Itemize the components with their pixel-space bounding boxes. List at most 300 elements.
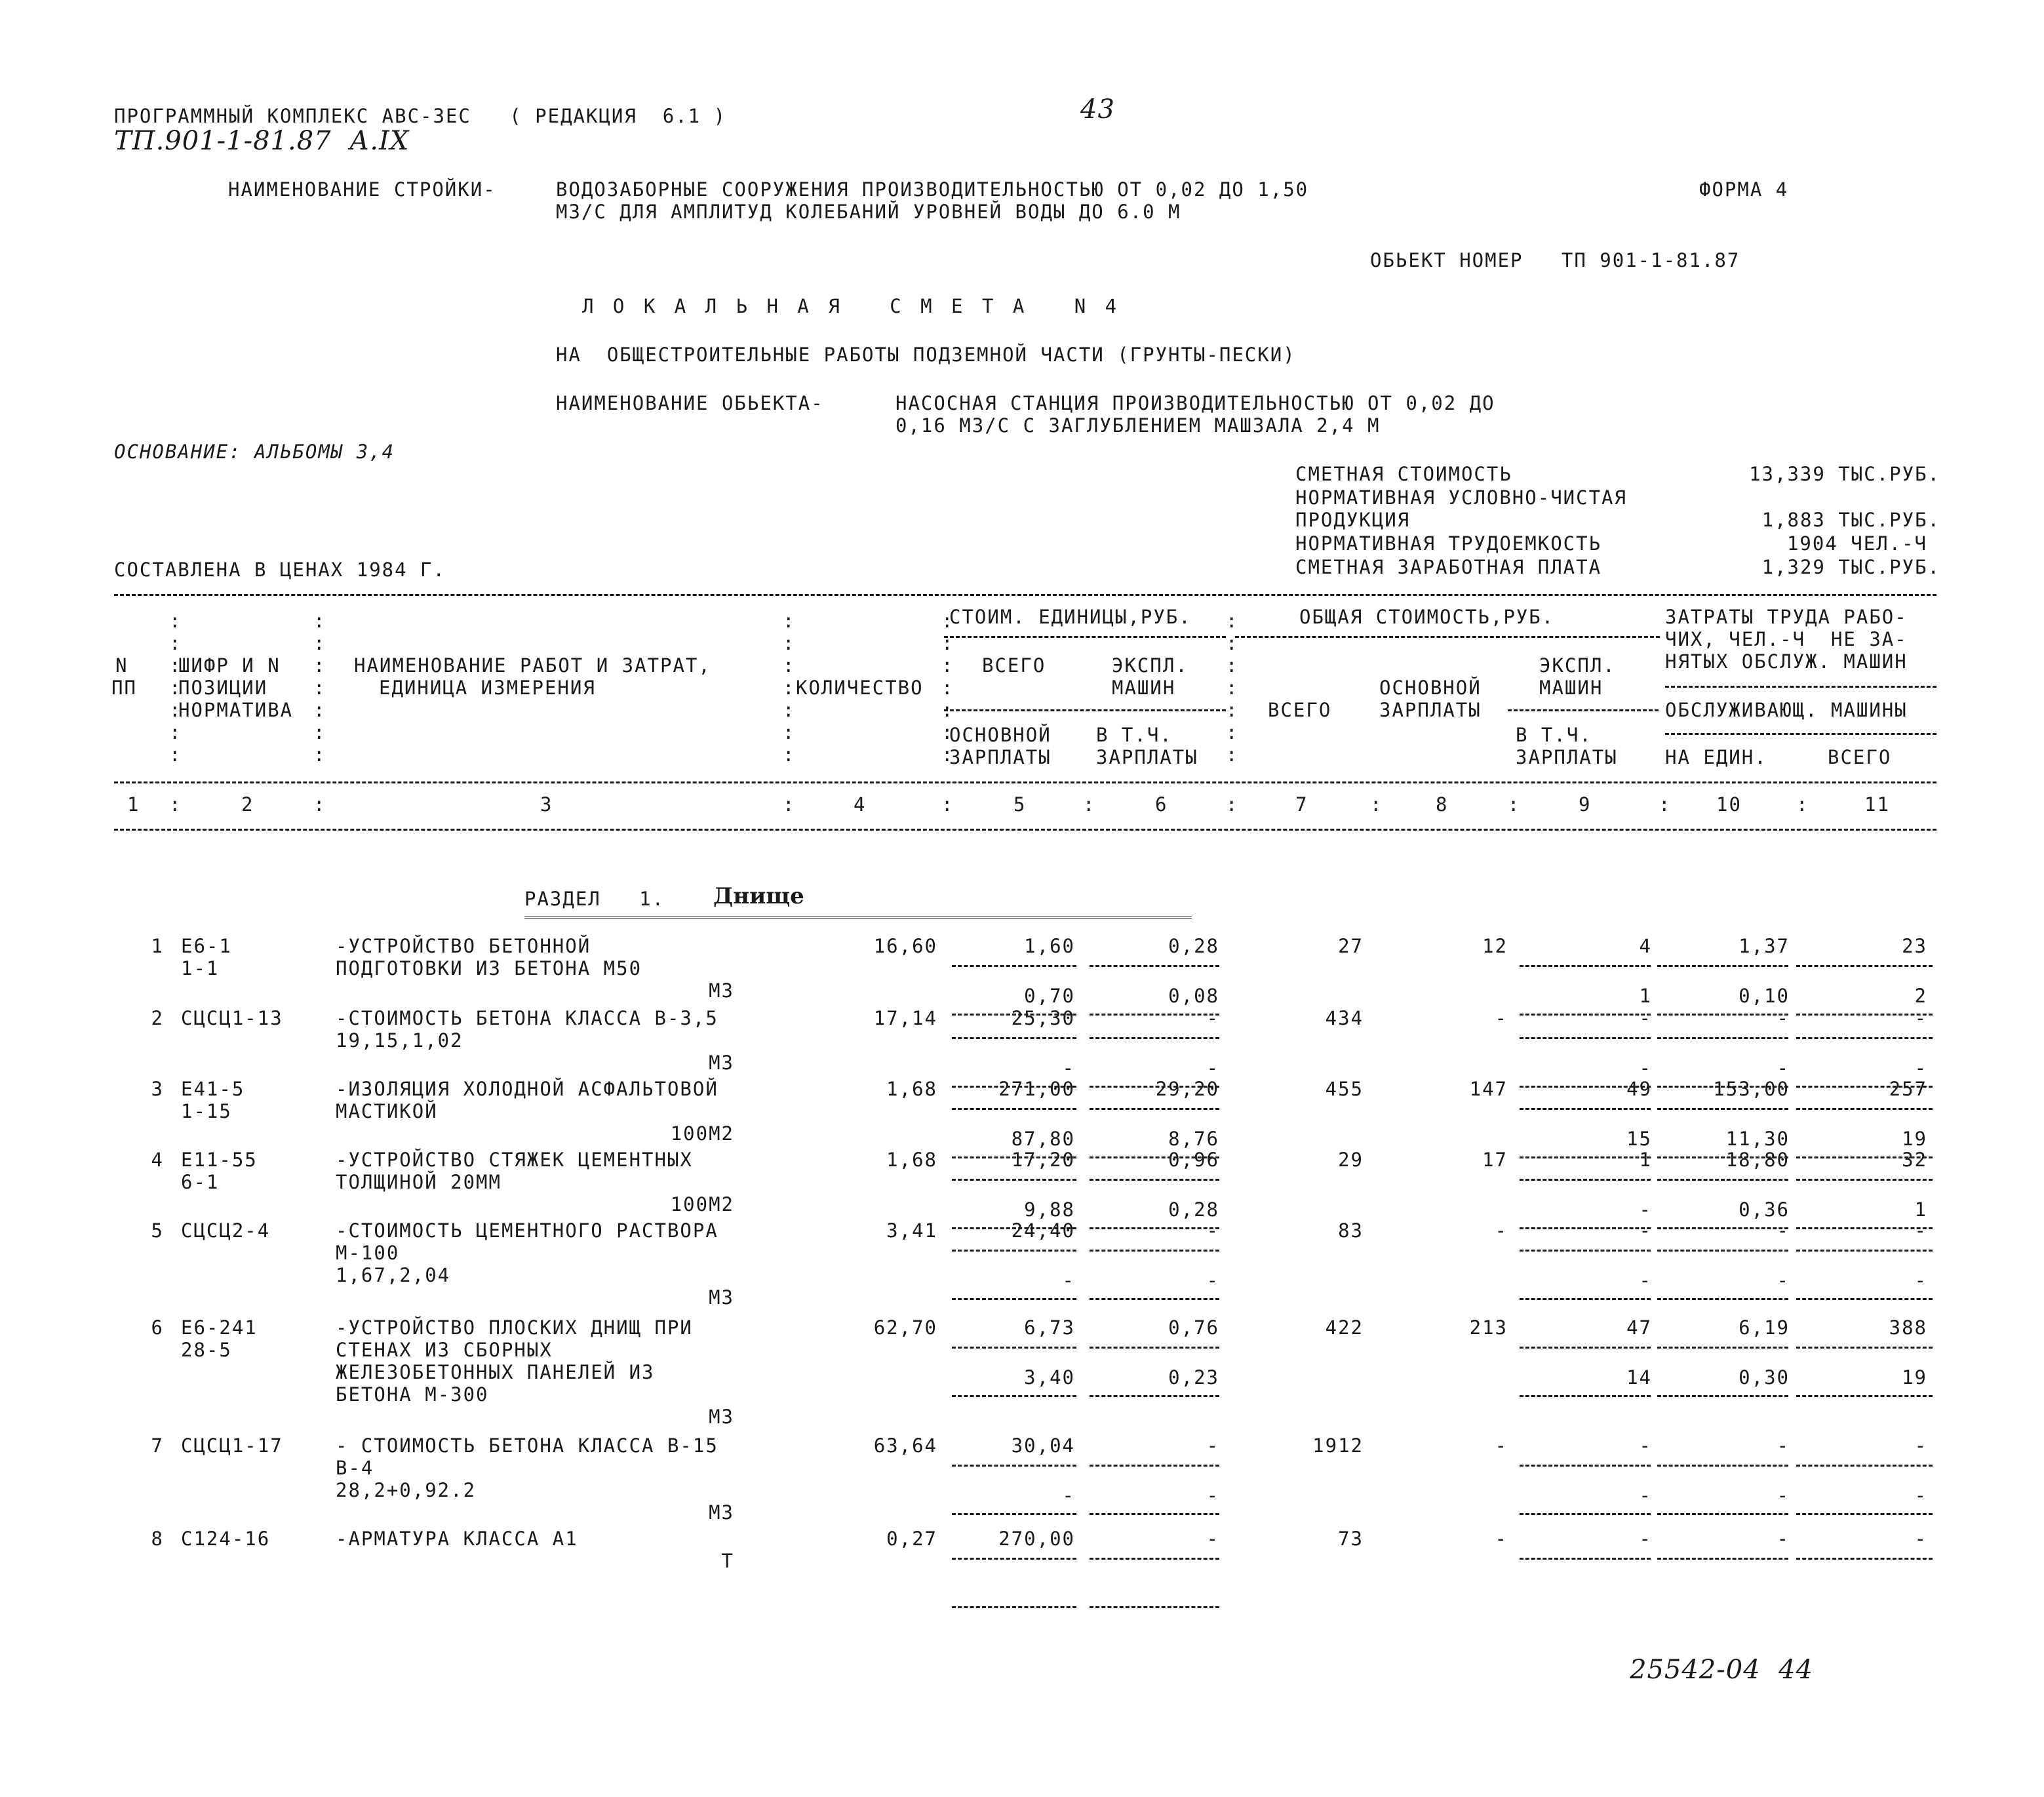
row-total-wages-incl: 15	[1626, 1128, 1652, 1150]
row-unit-total: 1,60	[1024, 935, 1075, 957]
labor-header: ЗАТРАТЫ ТРУДА РАБО-	[1665, 606, 1908, 628]
header-separator: :	[941, 610, 953, 632]
form-label: ФОРМА 4	[1699, 178, 1789, 201]
header-separator: :	[313, 743, 325, 766]
unit-mach-header: ЭКСПЛ.	[1112, 654, 1189, 677]
row-total-wages: -	[1495, 1219, 1508, 1242]
header-separator: :	[783, 699, 795, 721]
row-total-machines: 47	[1626, 1316, 1652, 1339]
col3-header: НАИМЕНОВАНИЕ РАБОТ И ЗАТРАТ,	[354, 654, 711, 677]
cell-rule	[952, 1250, 1076, 1252]
header-top-rule	[114, 594, 1936, 596]
colnum-separator: :	[1508, 793, 1520, 816]
header-inner-rule	[1235, 636, 1660, 638]
colnum-bottom-rule	[114, 829, 1936, 831]
colnum-separator: :	[1226, 793, 1238, 816]
row-quantity: 1,68	[886, 1149, 937, 1171]
construction-name-line1: ВОДОЗАБОРНЫЕ СООРУЖЕНИЯ ПРОИЗВОДИТЕЛЬНОСТЬЮ ОТ 0,02 ДО 1,50	[556, 178, 1309, 201]
cell-rule	[952, 1037, 1076, 1039]
cell-rule	[1657, 1513, 1788, 1515]
cell-rule	[1657, 1465, 1788, 1467]
row-work-name: 1,67,2,04	[336, 1264, 451, 1286]
cell-rule	[952, 1108, 1076, 1110]
column-number: 10	[1716, 793, 1742, 816]
header-separator: :	[169, 721, 181, 743]
row-labor-unit: -	[1777, 1219, 1790, 1242]
cell-rule	[1520, 1179, 1651, 1181]
row-unit: М3	[709, 979, 734, 1002]
row-total: 73	[1338, 1528, 1364, 1550]
header-separator: :	[783, 721, 795, 743]
row-total-machines: -	[1639, 1434, 1652, 1457]
row-unit: 100М2	[670, 1122, 734, 1145]
row-total-wages: 147	[1469, 1078, 1508, 1100]
cell-rule	[1090, 1347, 1219, 1349]
header-separator: :	[1226, 699, 1238, 721]
header-separator: :	[941, 677, 953, 699]
row-labor-total-b: -	[1914, 1269, 1927, 1292]
cell-rule	[1657, 1037, 1788, 1039]
header-separator: :	[941, 699, 953, 721]
header-inner-rule	[1508, 709, 1659, 711]
labor-header: ЧИХ, ЧЕЛ.-Ч НЕ ЗА-	[1665, 628, 1908, 650]
column-number: 1	[127, 793, 140, 816]
colnum-separator: :	[1659, 793, 1670, 816]
cell-rule	[1090, 965, 1219, 967]
estimate-title: Л О К А Л Ь Н А Я С М Е Т А N 4	[582, 295, 1121, 317]
row-code: Е6-1	[181, 935, 232, 957]
cell-rule	[1090, 1395, 1219, 1397]
header-inner-rule	[1665, 733, 1936, 735]
row-unit-machines: 0,96	[1168, 1149, 1219, 1171]
program-line: ПРОГРАММНЫЙ КОМПЛЕКС АВС-3ЕС ( РЕДАКЦИЯ 6.1 )	[114, 105, 727, 127]
row-labor-total-b: 1	[1914, 1198, 1927, 1221]
row-unit-wages: -	[1062, 1057, 1075, 1079]
row-labor-unit-b: -	[1777, 1269, 1790, 1292]
cell-rule	[952, 1347, 1076, 1349]
cell-rule	[1090, 1606, 1219, 1608]
row-unit-wages-incl: -	[1206, 1269, 1219, 1292]
row-total-wages-incl: -	[1639, 1057, 1652, 1079]
row-quantity: 3,41	[886, 1219, 937, 1242]
row-number: 7	[151, 1434, 164, 1457]
row-labor-total: -	[1914, 1007, 1927, 1029]
total-mach-header: ЭКСПЛ.	[1539, 654, 1616, 677]
row-total: 83	[1338, 1219, 1364, 1242]
row-unit: М3	[709, 1501, 734, 1524]
page-number: 43	[1080, 94, 1115, 125]
row-work-name: М-100	[336, 1242, 400, 1264]
col2-header: НОРМАТИВА	[178, 699, 294, 721]
object-name-line2: 0,16 М3/С С ЗАГЛУБЛЕНИЕМ МАШЗАЛА 2,4 М	[895, 414, 1381, 437]
cell-rule	[952, 1465, 1076, 1467]
row-total-wages: -	[1495, 1434, 1508, 1457]
summary-label: ПРОДУКЦИЯ	[1295, 509, 1411, 531]
object-name-line1: НАСОСНАЯ СТАНЦИЯ ПРОИЗВОДИТЕЛЬНОСТЬЮ ОТ 0,02 ДО	[895, 392, 1495, 414]
header-separator: :	[1226, 721, 1238, 743]
cell-rule	[952, 965, 1076, 967]
row-total: 434	[1325, 1007, 1364, 1029]
row-labor-total-b: -	[1914, 1484, 1927, 1507]
cell-rule	[1796, 1347, 1933, 1349]
estimate-subject: НА ОБЩЕСТРОИТЕЛЬНЫЕ РАБОТЫ ПОДЗЕМНОЙ ЧАСТИ (ГРУНТЫ-ПЕСКИ)	[556, 344, 1296, 366]
unit-base-header: ЗАРПЛАТЫ	[949, 746, 1051, 768]
header-separator: :	[1226, 610, 1238, 632]
row-code: 1-15	[181, 1100, 232, 1122]
row-labor-total: -	[1914, 1434, 1927, 1457]
row-labor-unit: 18,80	[1725, 1149, 1790, 1171]
row-number: 8	[151, 1528, 164, 1550]
cell-rule	[952, 1179, 1076, 1181]
row-work-name: В-4	[336, 1457, 374, 1479]
row-labor-unit-b: 0,30	[1739, 1366, 1790, 1389]
colnum-separator: :	[1370, 793, 1382, 816]
footer-handwritten: 25542-04 44	[1630, 1655, 1813, 1685]
total-incl-header: ЗАРПЛАТЫ	[1516, 746, 1618, 768]
unit-incl-header: ЗАРПЛАТЫ	[1096, 746, 1198, 768]
row-quantity: 0,27	[886, 1528, 937, 1550]
cell-rule	[1520, 1108, 1651, 1110]
cell-rule	[1657, 1558, 1788, 1560]
row-total: 29	[1338, 1149, 1364, 1171]
header-inner-rule	[1665, 686, 1936, 688]
row-total: 27	[1338, 935, 1364, 957]
cell-rule	[1090, 1465, 1219, 1467]
row-total-wages-incl: -	[1639, 1269, 1652, 1292]
row-unit-machines: -	[1206, 1007, 1219, 1029]
row-unit-wages: 0,70	[1024, 985, 1075, 1007]
row-unit-total: 271,00	[998, 1078, 1075, 1100]
section-label: РАЗДЕЛ 1.	[524, 888, 665, 910]
section-underline	[524, 917, 1192, 920]
row-labor-total-b: -	[1914, 1057, 1927, 1079]
column-number: 2	[241, 793, 254, 816]
colnum-separator: :	[941, 793, 953, 816]
header-separator: :	[313, 632, 325, 654]
row-unit-wages: 3,40	[1024, 1366, 1075, 1389]
row-labor-unit: -	[1777, 1528, 1790, 1550]
row-work-name: СТЕНАХ ИЗ СБОРНЫХ	[336, 1339, 553, 1361]
colnum-separator: :	[169, 793, 181, 816]
total-mach-header: МАШИН	[1539, 677, 1603, 699]
row-total-wages-incl: -	[1639, 1484, 1652, 1507]
column-number: 6	[1155, 793, 1168, 816]
row-total: 455	[1325, 1078, 1364, 1100]
cell-rule	[952, 1513, 1076, 1515]
header-separator: :	[1226, 632, 1238, 654]
row-unit-machines: -	[1206, 1219, 1219, 1242]
cell-rule	[1657, 965, 1788, 967]
row-work-name: ЖЕЛЕЗОБЕТОННЫХ ПАНЕЛЕЙ ИЗ	[336, 1361, 655, 1383]
header-separator: :	[169, 743, 181, 766]
row-code: СЦСЦ1-17	[181, 1434, 283, 1457]
row-unit-wages: 9,88	[1024, 1198, 1075, 1221]
row-total-wages-incl: -	[1639, 1198, 1652, 1221]
summary-label: НОРМАТИВНАЯ УСЛОВНО-ЧИСТАЯ	[1295, 486, 1627, 509]
row-work-name: -УСТРОЙСТВО БЕТОННОЙ	[336, 935, 591, 957]
row-labor-total: 23	[1902, 935, 1927, 957]
row-work-name: 28,2+0,92.2	[336, 1479, 477, 1501]
row-unit-machines: -	[1206, 1434, 1219, 1457]
column-number: 5	[1013, 793, 1027, 816]
row-number: 1	[151, 935, 164, 957]
column-number: 8	[1436, 793, 1449, 816]
basis: ОСНОВАНИЕ: АЛЬБОМЫ 3,4	[114, 441, 395, 463]
prices-year: СОСТАВЛЕНА В ЦЕНАХ 1984 Г.	[114, 559, 446, 581]
row-work-name: -АРМАТУРА КЛАССА А1	[336, 1528, 578, 1550]
row-unit-wages: -	[1062, 1484, 1075, 1507]
col4-header: КОЛИЧЕСТВО	[796, 677, 924, 699]
col2-header: ПОЗИЦИИ	[178, 677, 268, 699]
header-separator: :	[313, 610, 325, 632]
total-all-header: ВСЕГО	[1268, 699, 1332, 721]
header-separator: :	[313, 699, 325, 721]
cell-rule	[1520, 1298, 1651, 1300]
colnum-separator: :	[783, 793, 795, 816]
row-labor-total-b: 19	[1902, 1366, 1927, 1389]
unit-total-header: ВСЕГО	[982, 654, 1046, 677]
row-total-machines: 4	[1639, 935, 1652, 957]
row-quantity: 62,70	[873, 1316, 937, 1339]
construction-name-line2: М3/С ДЛЯ АМПЛИТУД КОЛЕБАНИЙ УРОВНЕЙ ВОДЫ ДО 6.0 М	[556, 201, 1181, 223]
header-separator: :	[169, 632, 181, 654]
row-unit-wages: -	[1062, 1269, 1075, 1292]
cell-rule	[1796, 1395, 1933, 1397]
row-work-name: -УСТРОЙСТВО СТЯЖЕК ЦЕМЕНТНЫХ	[336, 1149, 693, 1171]
column-number: 7	[1295, 793, 1308, 816]
header-separator: :	[169, 610, 181, 632]
row-unit-wages-incl: 0,08	[1168, 985, 1219, 1007]
cell-rule	[1796, 965, 1933, 967]
row-code: СЦСЦ2-4	[181, 1219, 271, 1242]
cell-rule	[1796, 1108, 1933, 1110]
cell-rule	[952, 1298, 1076, 1300]
labor-header: ОБСЛУЖИВАЮЩ. МАШИНЫ	[1665, 699, 1908, 721]
header-separator: :	[783, 610, 795, 632]
header-separator: :	[169, 654, 181, 677]
cell-rule	[1796, 1250, 1933, 1252]
colnum-separator: :	[1796, 793, 1808, 816]
row-total-wages: 17	[1482, 1149, 1508, 1171]
row-number: 6	[151, 1316, 164, 1339]
row-labor-unit: 6,19	[1739, 1316, 1790, 1339]
row-work-name: - СТОИМОСТЬ БЕТОНА КЛАССА В-15	[336, 1434, 718, 1457]
summary-label: СМЕТНАЯ ЗАРАБОТНАЯ ПЛАТА	[1295, 556, 1602, 578]
cell-rule	[1090, 1250, 1219, 1252]
row-labor-total-b: 19	[1902, 1128, 1927, 1150]
row-labor-unit-b: -	[1777, 1057, 1790, 1079]
cell-rule	[1796, 1465, 1933, 1467]
col3-header: ЕДИНИЦА ИЗМЕРЕНИЯ	[379, 677, 596, 699]
row-unit-total: 30,04	[1011, 1434, 1075, 1457]
row-total-wages: 213	[1469, 1316, 1508, 1339]
cell-rule	[1796, 1513, 1933, 1515]
row-total: 1912	[1312, 1434, 1364, 1457]
cell-rule	[1090, 1108, 1219, 1110]
row-code: Е6-241	[181, 1316, 258, 1339]
row-work-name: -СТОИМОСТЬ БЕТОНА КЛАССА В-3,5	[336, 1007, 718, 1029]
labor-total-header: ВСЕГО	[1828, 746, 1892, 768]
cell-rule	[1520, 1250, 1651, 1252]
row-labor-unit: -	[1777, 1007, 1790, 1029]
row-labor-unit-b: 0,10	[1739, 985, 1790, 1007]
total-cost-header: ОБЩАЯ СТОИМОСТЬ,РУБ.	[1299, 606, 1555, 628]
row-labor-total: 388	[1889, 1316, 1927, 1339]
header-separator: :	[1226, 743, 1238, 766]
row-labor-total: -	[1914, 1528, 1927, 1550]
cell-rule	[1520, 1558, 1651, 1560]
cell-rule	[952, 1395, 1076, 1397]
summary-value: 1,883 ТЫС.РУБ.	[1761, 509, 1940, 531]
header-separator: :	[941, 721, 953, 743]
cell-rule	[1520, 1347, 1651, 1349]
cell-rule	[1090, 1037, 1219, 1039]
col1-header: ПП	[111, 677, 137, 699]
row-quantity: 63,64	[873, 1434, 937, 1457]
cell-rule	[1520, 965, 1651, 967]
row-unit-total: 17,20	[1011, 1149, 1075, 1171]
cell-rule	[1796, 1037, 1933, 1039]
cell-rule	[1090, 1558, 1219, 1560]
row-number: 5	[151, 1219, 164, 1242]
row-total: 422	[1325, 1316, 1364, 1339]
object-label: НАИМЕНОВАНИЕ ОБЬЕКТА-	[556, 392, 824, 414]
labor-header: НЯТЫХ ОБСЛУЖ. МАШИН	[1665, 650, 1908, 673]
col2-header: ШИФР И N	[178, 654, 281, 677]
col1-header: N	[115, 654, 128, 677]
row-unit-wages-incl: 0,28	[1168, 1198, 1219, 1221]
cell-rule	[1657, 1108, 1788, 1110]
header-separator: :	[783, 632, 795, 654]
row-unit-machines: 29,20	[1155, 1078, 1219, 1100]
cell-rule	[1090, 1298, 1219, 1300]
row-unit-machines: -	[1206, 1528, 1219, 1550]
row-total-wages-incl: 14	[1626, 1366, 1652, 1389]
unit-incl-header: В Т.Ч.	[1096, 724, 1173, 746]
cell-rule	[1796, 1298, 1933, 1300]
row-number: 2	[151, 1007, 164, 1029]
row-labor-unit: -	[1777, 1434, 1790, 1457]
header-separator: :	[941, 654, 953, 677]
unit-base-header: ОСНОВНОЙ	[949, 724, 1051, 746]
row-unit-total: 25,30	[1011, 1007, 1075, 1029]
cell-rule	[1657, 1395, 1788, 1397]
total-base-header: ОСНОВНОЙ	[1379, 677, 1482, 699]
row-work-name: МАСТИКОЙ	[336, 1100, 438, 1122]
row-total-wages-incl: 1	[1639, 985, 1652, 1007]
row-unit-wages-incl: -	[1206, 1484, 1219, 1507]
row-unit-wages-incl: 8,76	[1168, 1128, 1219, 1150]
row-unit-machines: 0,28	[1168, 935, 1219, 957]
row-number: 4	[151, 1149, 164, 1171]
row-labor-total: -	[1914, 1219, 1927, 1242]
row-labor-unit-b: 11,30	[1725, 1128, 1790, 1150]
summary-label: СМЕТНАЯ СТОИМОСТЬ	[1295, 463, 1512, 485]
row-total-wages: -	[1495, 1007, 1508, 1029]
total-incl-header: В Т.Ч.	[1516, 724, 1592, 746]
row-work-name: -ИЗОЛЯЦИЯ ХОЛОДНОЙ АСФАЛЬТОВОЙ	[336, 1078, 718, 1100]
row-unit-wages-incl: -	[1206, 1057, 1219, 1079]
row-total-machines: 49	[1626, 1078, 1652, 1100]
header-inner-rule	[944, 636, 1226, 638]
row-code: С124-16	[181, 1528, 271, 1550]
row-labor-unit-b: 0,36	[1739, 1198, 1790, 1221]
summary-value: 1904 ЧЕЛ.-Ч	[1786, 532, 1927, 555]
labor-unit-header: НА ЕДИН.	[1665, 746, 1767, 768]
row-unit-wages: 87,80	[1011, 1128, 1075, 1150]
row-total-wages: -	[1495, 1528, 1508, 1550]
row-total-machines: -	[1639, 1528, 1652, 1550]
colnum-separator: :	[1083, 793, 1095, 816]
cell-rule	[952, 1558, 1076, 1560]
row-code: 1-1	[181, 957, 220, 979]
row-unit-total: 24,40	[1011, 1219, 1075, 1242]
row-unit-wages-incl: 0,23	[1168, 1366, 1219, 1389]
unit-mach-header: МАШИН	[1112, 677, 1176, 699]
row-code: 6-1	[181, 1171, 220, 1193]
cell-rule	[1520, 1513, 1651, 1515]
row-work-name: -СТОИМОСТЬ ЦЕМЕНТНОГО РАСТВОРА	[336, 1219, 718, 1242]
row-quantity: 16,60	[873, 935, 937, 957]
row-total-machines: -	[1639, 1219, 1652, 1242]
header-separator: :	[1226, 677, 1238, 699]
header-separator: :	[783, 677, 795, 699]
header-separator: :	[313, 677, 325, 699]
section-name: Днище	[713, 883, 804, 909]
header-inner-rule	[944, 709, 1226, 711]
row-number: 3	[151, 1078, 164, 1100]
cell-rule	[1090, 1179, 1219, 1181]
row-unit-total: 6,73	[1024, 1316, 1075, 1339]
cell-rule	[1657, 1250, 1788, 1252]
total-base-header: ЗАРПЛАТЫ	[1379, 699, 1482, 721]
header-separator: :	[783, 743, 795, 766]
header-separator: :	[941, 632, 953, 654]
column-number: 4	[854, 793, 867, 816]
row-work-name: БЕТОНА М-300	[336, 1383, 489, 1406]
row-unit: М3	[709, 1406, 734, 1428]
header-separator: :	[313, 721, 325, 743]
header-separator: :	[169, 677, 181, 699]
row-work-name: ПОДГОТОВКИ ИЗ БЕТОНА М50	[336, 957, 642, 979]
row-labor-unit: 1,37	[1739, 935, 1790, 957]
column-number: 9	[1579, 793, 1592, 816]
row-unit: 100М2	[670, 1193, 734, 1215]
summary-label: НОРМАТИВНАЯ ТРУДОЕМКОСТЬ	[1295, 532, 1602, 555]
row-unit-machines: 0,76	[1168, 1316, 1219, 1339]
object-number: ОБЬЕКТ НОМЕР ТП 901-1-81.87	[1370, 249, 1740, 271]
row-labor-unit-b: -	[1777, 1484, 1790, 1507]
row-code: Е41-5	[181, 1078, 245, 1100]
cell-rule	[1796, 1558, 1933, 1560]
row-quantity: 1,68	[886, 1078, 937, 1100]
cell-rule	[1657, 1179, 1788, 1181]
row-unit: М3	[709, 1052, 734, 1074]
cell-rule	[1520, 1395, 1651, 1397]
row-unit: М3	[709, 1286, 734, 1309]
header-separator: :	[1226, 654, 1238, 677]
cell-rule	[952, 1606, 1076, 1608]
doc-ref-handwritten: ТП.901-1-81.87 А.IX	[114, 126, 410, 156]
cell-rule	[1657, 1298, 1788, 1300]
header-separator: :	[313, 654, 325, 677]
cell-rule	[1520, 1037, 1651, 1039]
header-separator: :	[169, 699, 181, 721]
row-work-name: -УСТРОЙСТВО ПЛОСКИХ ДНИЩ ПРИ	[336, 1316, 693, 1339]
unit-cost-header: СТОИМ. ЕДИНИЦЫ,РУБ.	[949, 606, 1192, 628]
row-total-machines: 1	[1639, 1149, 1652, 1171]
row-work-name: 19,15,1,02	[336, 1029, 463, 1052]
